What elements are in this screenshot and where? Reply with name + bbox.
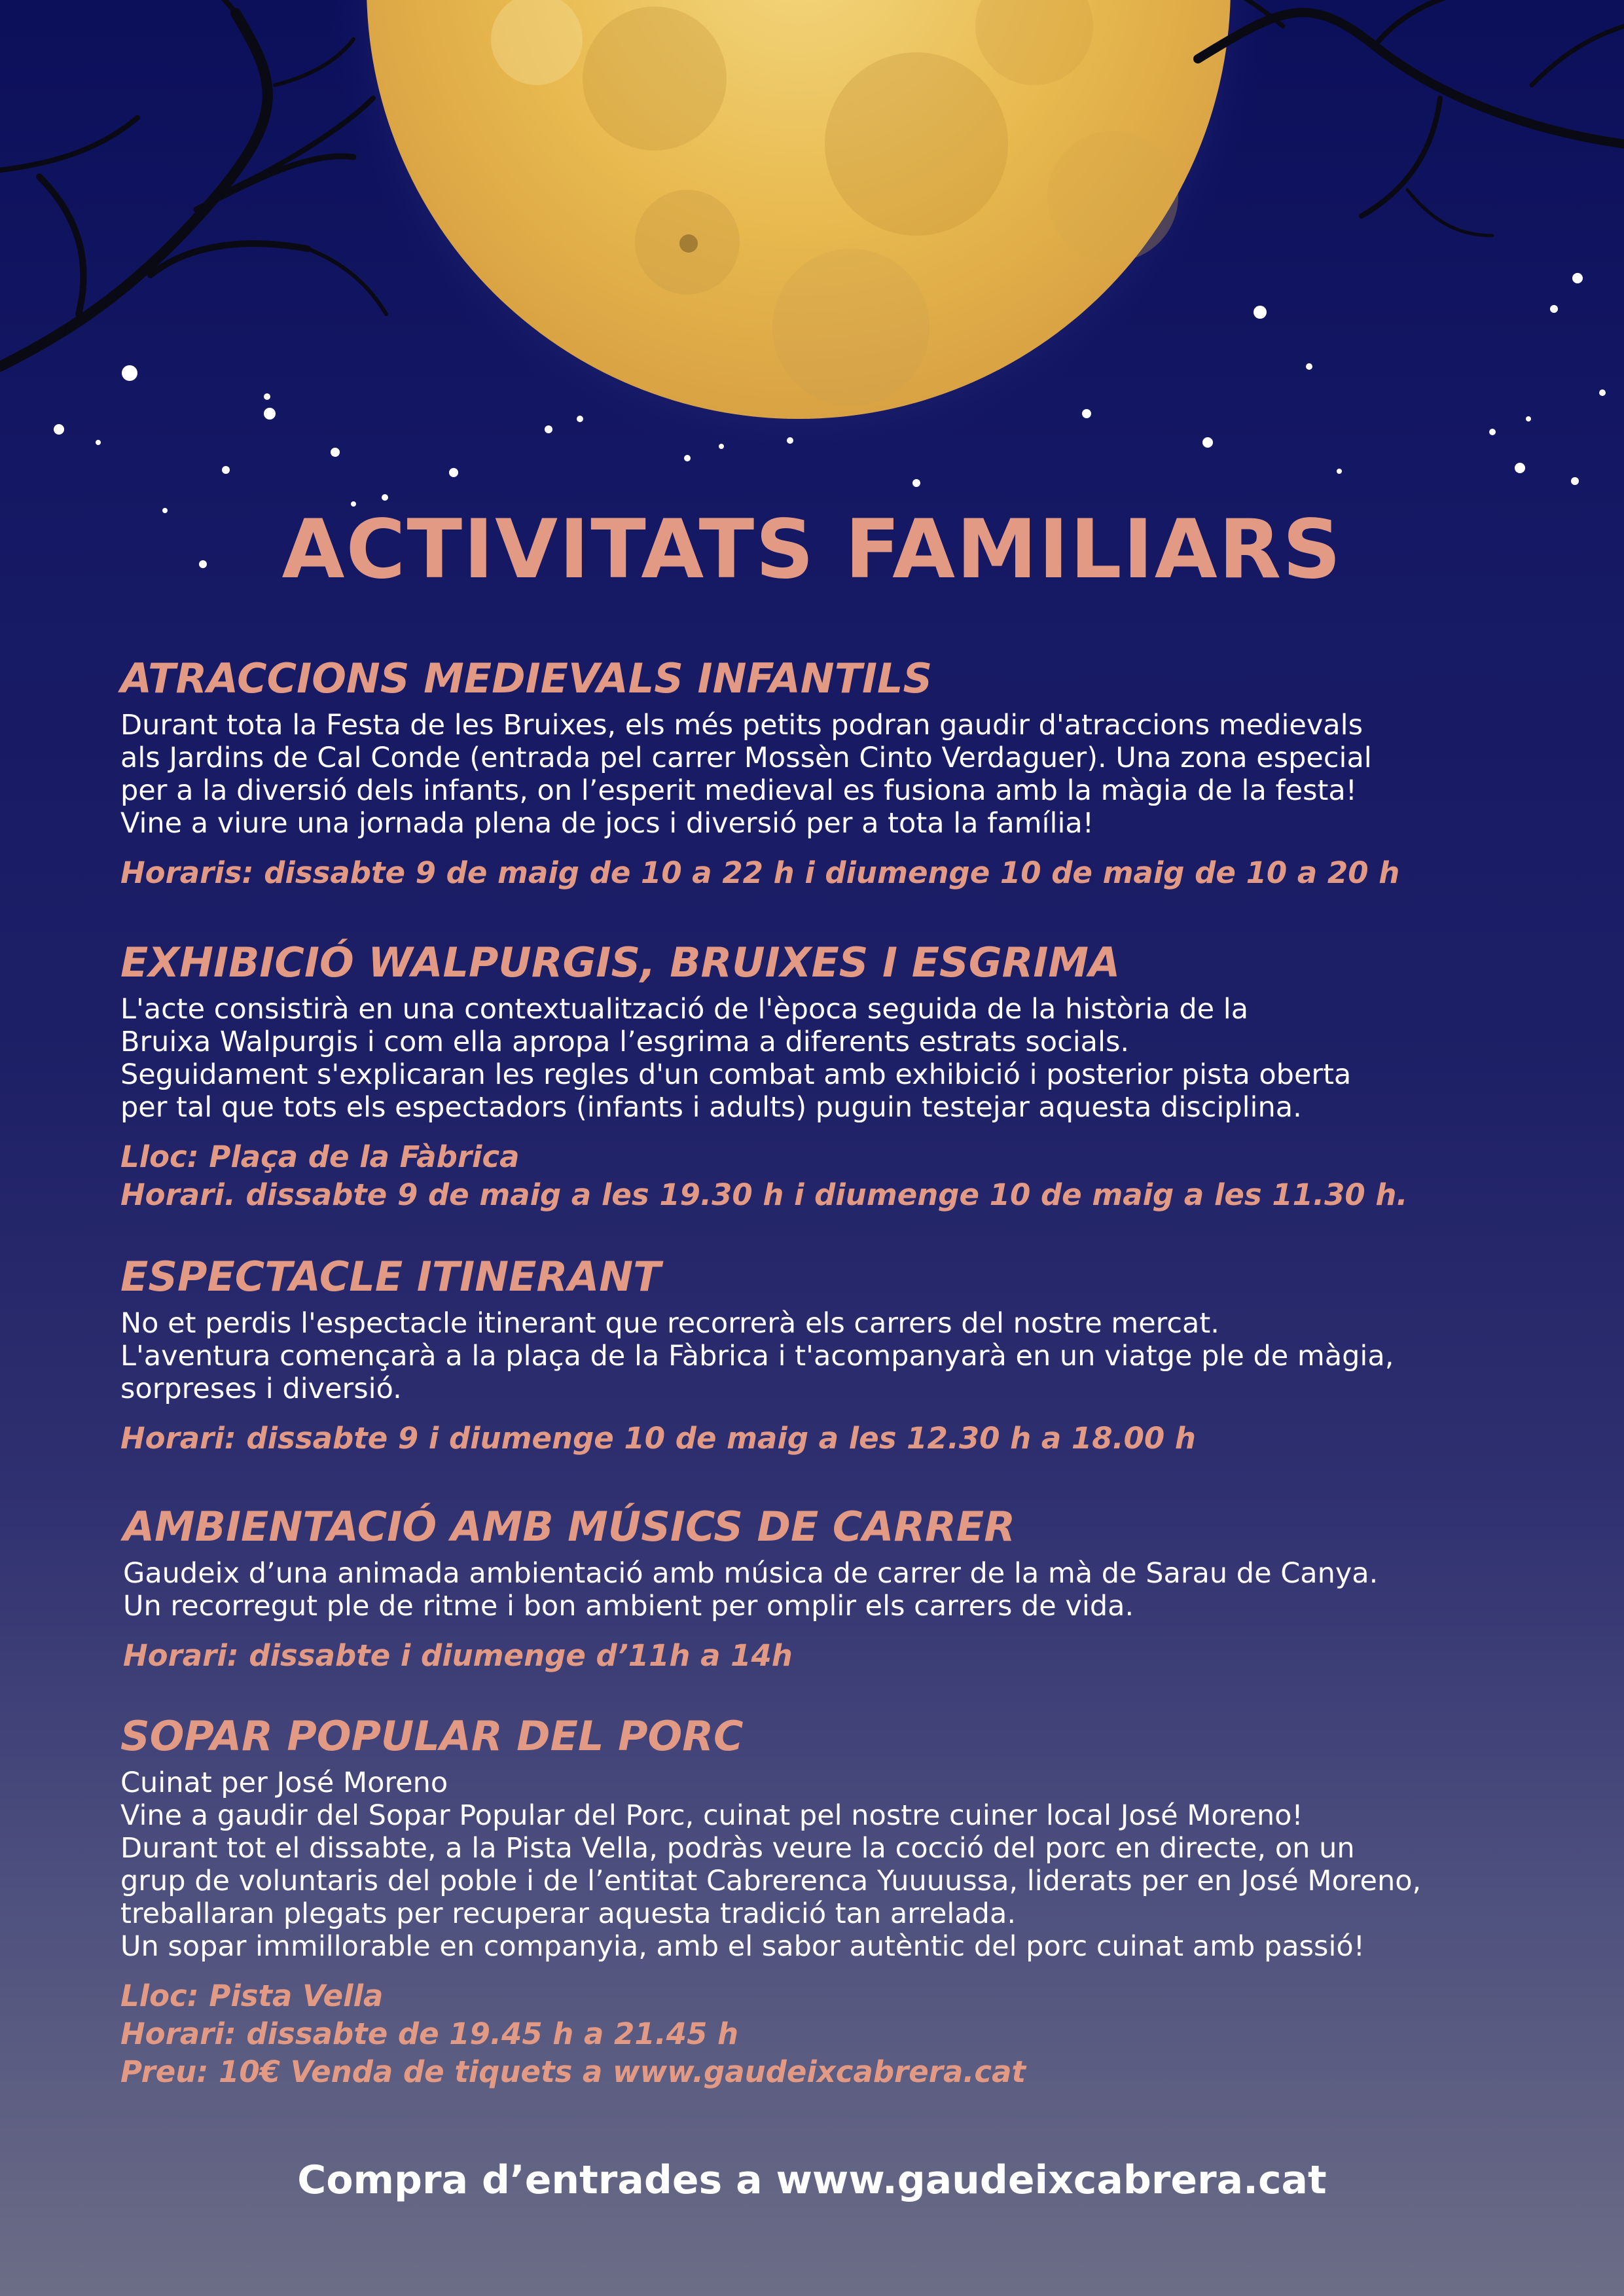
section-info xyxy=(120,1138,1528,1214)
page-title: ACTIVITATS FAMILIARS xyxy=(281,503,1343,597)
section-atraccions xyxy=(120,657,1528,892)
schedule-text: Horaris: dissabte 9 de maig de 10 a 22 h i diumenge 10 de maig de 10 a 20 h xyxy=(120,855,1400,891)
section-heading: AMBIENTACIÓ AMB MÚSICS DE CARRER xyxy=(123,1503,1015,1551)
section-description: No et perdis l'espectacle itinerant que recorrerà els carrers del nostre mercat. L'aventura començarà a la plaça de la Fàbrica i t'acompanyarà en un viatge ple de màgia, sorpreses i diversió. xyxy=(120,1307,1394,1406)
night-sky-illustration xyxy=(0,0,1624,589)
section-heading: SOPAR POPULAR DEL PORC xyxy=(120,1712,744,1760)
section-description: Gaudeix d’una animada ambientació amb música de carrer de la mà de Sarau de Canya. Un recorregut ple de ritme i bon ambient per omplir els carrers de vida. xyxy=(123,1557,1379,1623)
schedule-text: Horari: dissabte de 19.45 h a 21.45 h xyxy=(120,2017,739,2052)
section-heading: ATRACCIONS MEDIEVALS INFANTILS xyxy=(120,655,933,702)
section-heading: ESPECTACLE ITINERANT xyxy=(120,1253,661,1300)
section-description: Cuinat per José Moreno Vine a gaudir del Sopar Popular del Porc, cuinat pel nostre cuiner local José Moreno! Durant tot el dissabte, a la Pista Vella, podràs veure la cocció del porc en directe, on un grup de voluntaris del poble i de l’entitat Cabrerenca Yuuuussa, liderats per en José Moreno, treballaran plegats per recuperar aquesta tradició tan arrelada. Un sopar immillorable en companyia, amb el sabor autèntic del porc cuinat amb passió! xyxy=(120,1767,1422,1964)
section-exhibicio xyxy=(120,941,1528,1214)
price-text: Preu: 10€ Venda de tiquets a www.gaudeixcabrera.cat xyxy=(120,2054,1026,2090)
section-description: Durant tota la Festa de les Bruixes, els més petits podran gaudir d'atraccions medievals als Jardins de Cal Conde (entrada pel carrer Mossèn Cinto Verdaguer). Una zona especial per a la diversió dels infants, on l’esperit medieval es fusiona amb la màgia de la festa! Vine a viure una jornada plena de jocs i diversió per a tota la família! xyxy=(120,709,1372,840)
location-text: Lloc: Plaça de la Fàbrica xyxy=(120,1139,520,1175)
section-info xyxy=(123,1637,1530,1675)
ticket-purchase-link[interactable]: Compra d’entrades a www.gaudeixcabrera.cat xyxy=(297,2157,1327,2203)
section-description: L'acte consistirà en una contextualització de l'època seguida de la història de la Bruixa Walpurgis i com ella apropa l’esgrima a diferents estrats socials. Seguidament s'explicaran les regles d'un combat amb exhibició i posterior pista oberta per tal que tots els espectadors (infants i adults) puguin testejar aquesta disciplina. xyxy=(120,993,1352,1124)
section-sopar xyxy=(120,1712,1528,2091)
schedule-text: Horari: dissabte i diumenge d’11h a 14h xyxy=(123,1638,793,1674)
schedule-text: Horari: dissabte 9 i diumenge 10 de maig a les 12.30 h a 18.00 h xyxy=(120,1421,1196,1456)
section-heading: EXHIBICIÓ WALPURGIS, BRUIXES I ESGRIMA xyxy=(120,939,1121,986)
section-espectacle xyxy=(120,1255,1528,1458)
moon xyxy=(367,0,1231,419)
section-musics xyxy=(123,1505,1530,1675)
location-text: Lloc: Pista Vella xyxy=(120,1979,384,2014)
schedule-text: Horari. dissabte 9 de maig a les 19.30 h i diumenge 10 de maig a les 11.30 h. xyxy=(120,1177,1408,1213)
section-info xyxy=(120,1977,1528,2091)
section-info xyxy=(120,1420,1528,1458)
section-info xyxy=(120,854,1528,892)
